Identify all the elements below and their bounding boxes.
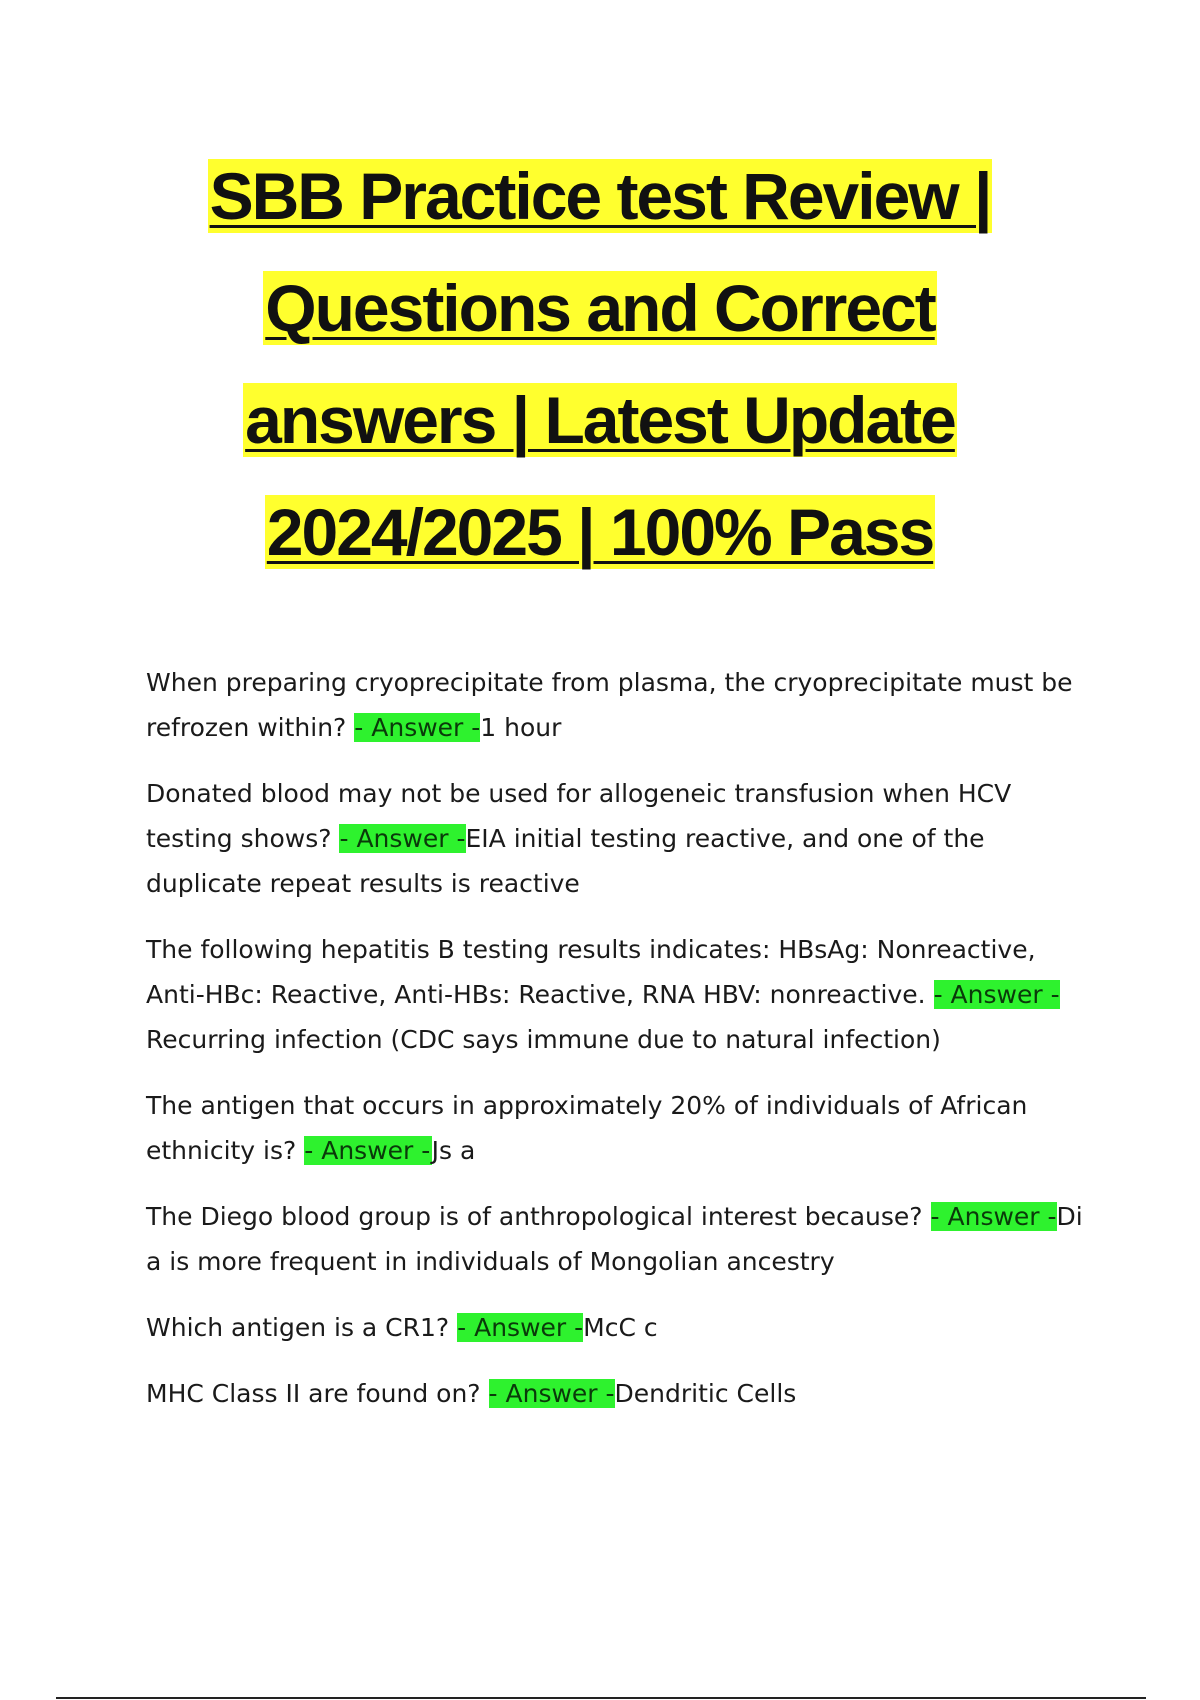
question-text: The antigen that occurs in approximately 20% of individuals of African ethnicity is?: [146, 1091, 1028, 1165]
answer-marker: - Answer -: [930, 1202, 1057, 1231]
document-title: [0, 140, 1200, 588]
qa-item: [146, 927, 1086, 1062]
qa-item: [146, 660, 1086, 750]
answer-text: Di a is more frequent in individuals of Mongolian ancestry: [146, 1202, 1083, 1276]
answer-text: Recurring infection (CDC says immune due to natural infection): [146, 1025, 941, 1054]
qa-item: [146, 1083, 1086, 1173]
answer-text: McC c: [583, 1313, 658, 1342]
qa-item: [146, 1305, 1086, 1350]
answer-text: Js a: [431, 1136, 476, 1165]
answer-marker: - Answer -: [933, 980, 1060, 1009]
qa-item: [146, 1371, 1086, 1416]
question-text: Donated blood may not be used for allogeneic transfusion when HCV testing shows?: [146, 779, 1012, 853]
qa-list: [146, 660, 1086, 1437]
qa-item: [146, 771, 1086, 906]
question-text: When preparing cryoprecipitate from plasma, the cryoprecipitate must be refrozen within?: [146, 668, 1073, 742]
answer-marker: - Answer -: [354, 713, 481, 742]
footer-divider: [56, 1697, 1146, 1699]
qa-item: [146, 1194, 1086, 1284]
question-text: MHC Class II are found on?: [146, 1379, 489, 1408]
answer-text: Dendritic Cells: [614, 1379, 797, 1408]
answer-marker: - Answer -: [339, 824, 466, 853]
title-line: 2024/2025 | 100% Pass: [266, 495, 934, 569]
title-line: answers | Latest Update: [245, 383, 955, 457]
answer-marker: - Answer -: [457, 1313, 584, 1342]
question-text: The Diego blood group is of anthropological interest because?: [146, 1202, 931, 1231]
title-line: Questions and Correct: [265, 271, 935, 345]
answer-text: EIA initial testing reactive, and one of the duplicate repeat results is reactive: [146, 824, 985, 898]
question-text: The following hepatitis B testing results indicates: HBsAg: Nonreactive, Anti-HBc: Reactive, Anti-HBs: Reactive, RNA HBV: nonreactive.: [146, 935, 1036, 1009]
answer-marker: - Answer -: [304, 1136, 432, 1165]
answer-marker: - Answer -: [488, 1379, 615, 1408]
question-text: Which antigen is a CR1?: [146, 1313, 458, 1342]
answer-text: 1 hour: [480, 713, 562, 742]
title-line: SBB Practice test Review |: [209, 159, 991, 233]
